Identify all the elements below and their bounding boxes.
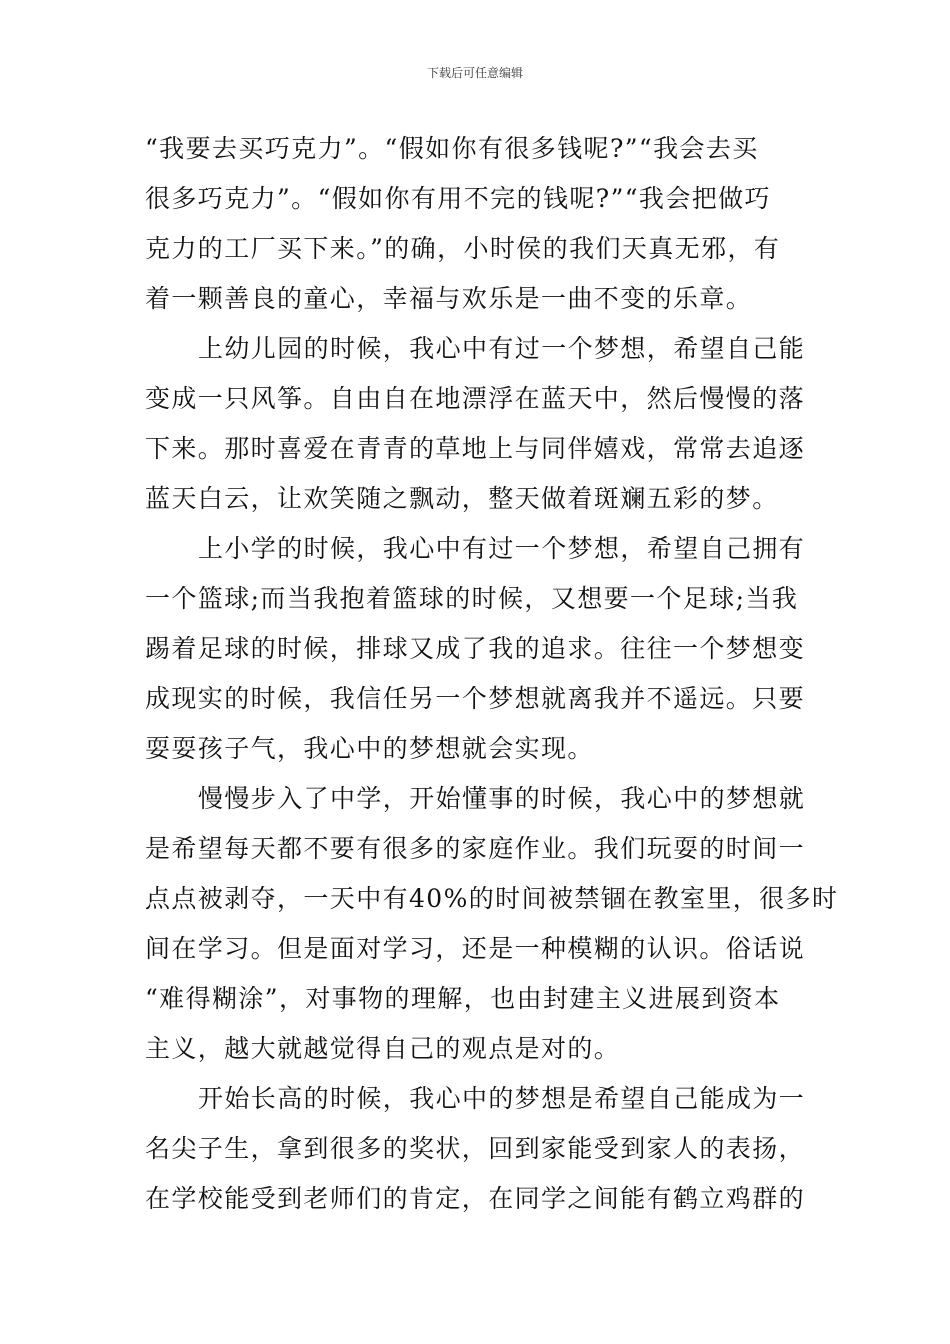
text-line: 慢慢步入了中学，开始懂事的时候，我心中的梦想就 <box>198 784 806 813</box>
text-line: 名尖子生，拿到很多的奖状，回到家能受到家人的表扬， <box>145 1134 806 1163</box>
text-line: 克力的工厂买下来。”的确，小时侯的我们天真无邪，有 <box>145 234 781 263</box>
text-line: 下来。那时喜爱在青青的草地上与同伴嬉戏，常常去追逐 <box>145 434 806 463</box>
text-line: “我要去买巧克力”。“假如你有很多钱呢?”“我会去买 <box>145 134 759 163</box>
text-line: 踢着足球的时候，排球又成了我的追求。往往一个梦想变 <box>145 634 806 663</box>
page-header-note: 下载后可任意编辑 <box>426 66 523 80</box>
text-line: 成现实的时候，我信任另一个梦想就离我并不遥远。只要 <box>145 684 806 713</box>
text-line: 主义，越大就越觉得自己的观点是对的。 <box>145 1034 621 1063</box>
text-line: 着一颗善良的童心，幸福与欢乐是一曲不变的乐章。 <box>145 284 753 313</box>
text-line: 耍耍孩子气，我心中的梦想就会实现。 <box>145 734 594 763</box>
text-line: 间在学习。但是面对学习，还是一种模糊的认识。俗话说 <box>145 934 806 963</box>
text-line: 是希望每天都不要有很多的家庭作业。我们玩耍的时间一 <box>145 834 806 863</box>
text-line: 上幼儿园的时候，我心中有过一个梦想，希望自己能 <box>198 334 806 363</box>
text-line: 蓝天白云，让欢笑随之飘动，整天做着斑斓五彩的梦。 <box>145 484 779 513</box>
text-line: 一个篮球;而当我抱着篮球的时候，又想要一个足球;当我 <box>145 584 799 613</box>
text-line: “难得糊涂”，对事物的理解，也由封建主义进展到资本 <box>145 984 781 1013</box>
text-line: 开始长高的时候，我心中的梦想是希望自己能成为一 <box>198 1084 806 1113</box>
text-line: 很多巧克力”。“假如你有用不完的钱呢?”“我会把做巧 <box>145 184 771 213</box>
text-line: 变成一只风筝。自由自在地漂浮在蓝天中，然后慢慢的落 <box>145 384 806 413</box>
text-line: 上小学的时候，我心中有过一个梦想，希望自己拥有 <box>198 534 806 563</box>
text-line: 在学校能受到老师们的肯定，在同学之间能有鹤立鸡群的 <box>145 1184 806 1213</box>
text-line: 点点被剥夺，一天中有40%的时间被禁锢在教室里，很多时 <box>145 884 839 913</box>
